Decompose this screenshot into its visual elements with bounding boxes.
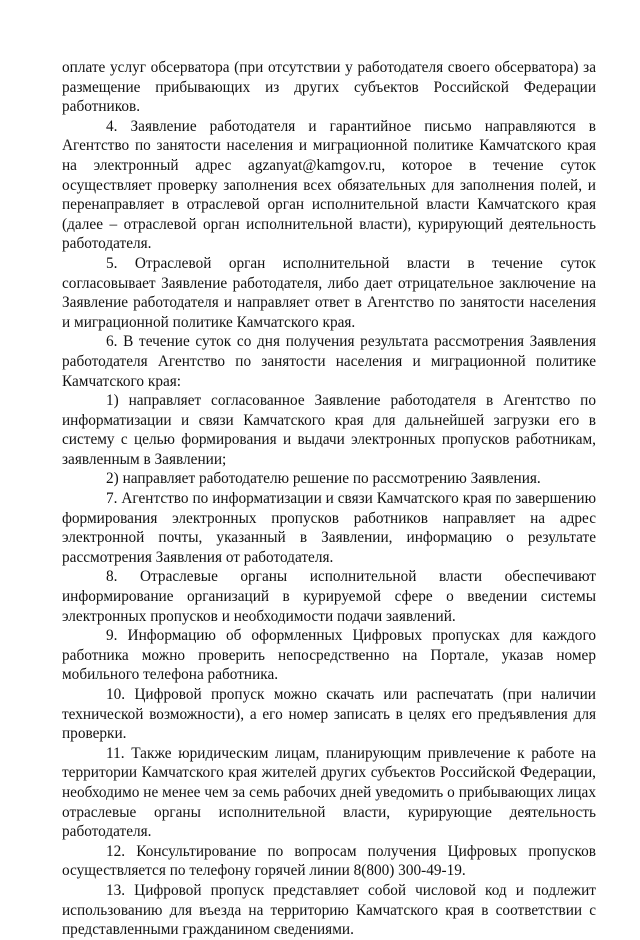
paragraph-item-6-2: 2) направляет работодателю решение по рассмотрению Заявления. [106, 470, 541, 488]
paragraph-item-5: 5. Отраслевой орган исполнительной власти в течение суток согласовывает Заявление работодателя, либо дает отрицательное заключение на Заявление работодателя и направляет ответ в Агентство по занятости населения и миграционной политике Камчатского края. [62, 254, 596, 331]
paragraph-item-4: 4. Заявление работодателя и гарантийное письмо направляются в Агентство по занятости населения и миграционной политике Камчатского края на электронный адрес agzanyat@kamgov.ru, которое в течение суток осуществляет проверку заполнения всех обязательных для заполнения полей, и перенаправляет в отраслевой орган исполнительной власти Камчатского края (далее – отраслевой орган исполнительной власти), курирующий деятельность работодателя. [62, 117, 596, 253]
paragraph-item-9: 9. Информацию об оформленных Цифровых пропусках для каждого работника можно проверить непосредственно на Портале, указав номер мобильного телефона работника. [62, 627, 596, 684]
paragraph-item-12: 12. Консультирование по вопросам получения Цифровых пропусков осуществляется по телефону горячей линии 8(800) 300-49-19. [62, 842, 596, 880]
paragraph-item-6-1: 1) направляет согласованное Заявление работодателя в Агентство по информатизации и связи Камчатского края для дальнейшей загрузки его в систему с целью формирования и выдачи электронных пропусков работникам, заявленным в Заявлении; [62, 392, 596, 468]
paragraph-item-10: 10. Цифровой пропуск можно скачать или распечатать (при наличии технической возможности), а его номер записать в целях его предъявления для проверки. [62, 686, 596, 743]
paragraph-item-13: 13. Цифровой пропуск представляет собой числовой код и подлежит использованию для въезда на территорию Камчатского края в соответствии с представленными гражданином сведениями. [62, 881, 596, 939]
document-page [62, 58, 596, 940]
paragraph-item-7: 7. Агентство по информатизации и связи Камчатского края по завершению формирования электронных пропусков работников направляет на адрес электронной почты, указанный в Заявлении, информацию о результате рассмотрения Заявления от работодателя. [62, 490, 596, 566]
paragraph-item-6: 6. В течение суток со дня получения результата рассмотрения Заявления работодателя Агентство по занятости населения и миграционной политике Камчатского края: [62, 333, 596, 390]
paragraph-item-11: 11. Также юридическим лицам, планирующим привлечение к работе на территории Камчатского края жителей других субъектов Российской Федерации, необходимо не менее чем за семь рабочих дней уведомить о прибывающих лицах отраслевые органы исполнительной власти, курирующие деятельность работодателя. [62, 744, 596, 841]
paragraph-continuation: оплате услуг обсерватора (при отсутствии у работодателя своего обсерватора) за размещение прибывающих из других субъектов Российской Федерации работников. [62, 59, 596, 116]
paragraph-item-8: 8. Отраслевые органы исполнительной власти обеспечивают информирование организаций в курируемой сфере о введении системы электронных пропусков и необходимости подачи заявлений. [62, 568, 596, 625]
